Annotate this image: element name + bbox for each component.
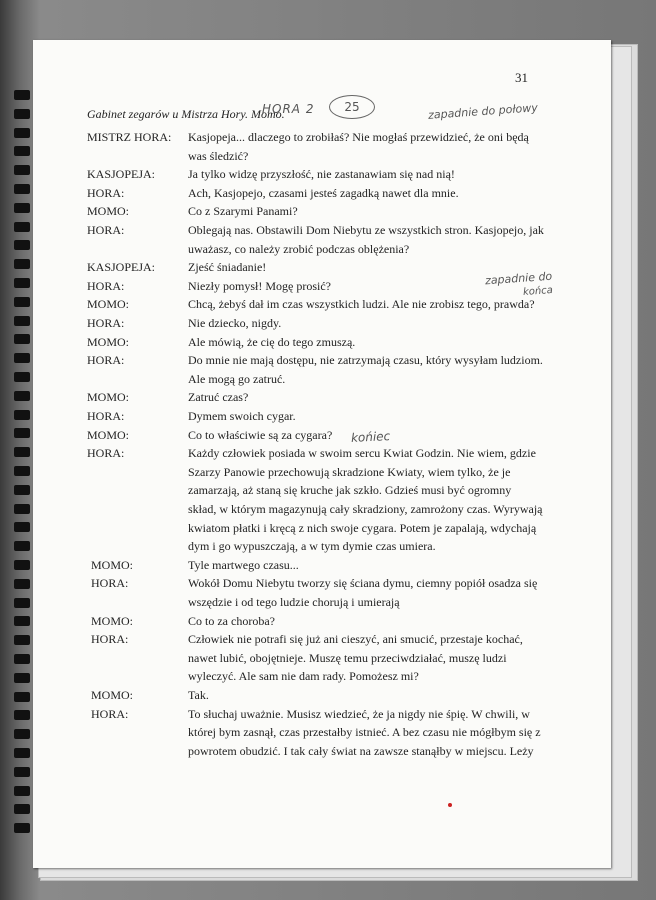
dialogue-line: Chcą, żebyś dał im czas wszystkich ludzi. Ale nie zrobisz tego, prawda? xyxy=(188,297,535,312)
page-number: 31 xyxy=(515,70,528,85)
speaker-label: HORA: xyxy=(87,278,125,293)
dialogue-line: Co z Szarymi Panami? xyxy=(188,204,298,219)
binding-hole xyxy=(14,278,30,288)
dialogue-line: Każdy człowiek posiada w swoim sercu Kwiat Godzin. Nie wiem, gdzie xyxy=(188,446,536,461)
binding-hole xyxy=(14,579,30,589)
binding-hole xyxy=(14,128,30,138)
dialogue-line: Ach, Kasjopejo, czasami jesteś zagadką nawet dla mnie. xyxy=(188,185,459,200)
binding-hole xyxy=(14,372,30,382)
binding-hole xyxy=(14,823,30,833)
dialogue-line: Nie dziecko, nigdy. xyxy=(188,316,282,330)
binding-hole xyxy=(14,748,30,758)
dialogue-line: której bym zasnął, czas przestałby istnieć. A bez czasu nie mógłbym się z xyxy=(188,725,541,740)
binding-hole xyxy=(14,316,30,326)
dialogue-line: Ja tylko widzę przyszłość, nie zastanawiam się nad nią! xyxy=(188,167,455,182)
binding-hole xyxy=(14,710,30,720)
binding-hole xyxy=(14,767,30,777)
binding-hole xyxy=(14,804,30,814)
binding-hole xyxy=(14,466,30,476)
dialogue-line: To słuchaj uważnie. Musisz wiedzieć, że ja nigdy nie śpię. W chwili, w xyxy=(188,706,530,721)
dialogue-line: Oblegają nas. Obstawili Dom Niebytu ze wszystkich stron. Kasjopejo, jak xyxy=(188,223,544,237)
binding-hole xyxy=(14,353,30,363)
speaker-label: HORA: xyxy=(87,446,125,461)
spiral-binding xyxy=(14,90,30,840)
binding-hole xyxy=(14,522,30,532)
speaker-label: HORA: xyxy=(87,316,125,330)
speaker-label: MOMO: xyxy=(87,204,130,219)
dialogue-line: Człowiek nie potrafi się już ani cieszyć, ani smucić, przestaje kochać, xyxy=(188,632,523,647)
dialogue-line: kwiatom płatki i kręcą z nich swoje cygara. Potem je zapalają, wdychają xyxy=(188,520,537,535)
dialogue-line: uważasz, co należy zrobić podczas oblężenia? xyxy=(188,241,410,256)
speaker-label: MOMO: xyxy=(91,688,134,702)
dialogue-line: Do mnie nie mają dostępu, nie zatrzymają czasu, który wysyłam ludziom. xyxy=(188,353,543,368)
speaker-label: MOMO: xyxy=(91,613,134,628)
speaker-label: HORA: xyxy=(87,409,125,423)
speaker-label: HORA: xyxy=(87,185,125,200)
speaker-label: MOMO: xyxy=(91,557,134,572)
binding-hole xyxy=(14,504,30,514)
dialogue-line: wyleczyć. Ale sam nie dam rady. Pomożesz mi? xyxy=(188,669,419,684)
document-page xyxy=(33,40,611,868)
dialogue-line: Dymem swoich cygar. xyxy=(188,409,296,423)
binding-hole xyxy=(14,222,30,232)
handwritten-note-koniec: końiec xyxy=(350,428,391,446)
dialogue-line: Zatruć czas? xyxy=(188,390,249,405)
dialogue-line: Ale mówią, że cię do tego zmuszą. xyxy=(188,334,356,349)
binding-hole xyxy=(14,729,30,739)
binding-hole xyxy=(14,259,30,269)
binding-hole xyxy=(14,165,30,175)
dialogue-line: Co to właściwie są za cygara? xyxy=(188,427,333,442)
dialogue-line: Kasjopeja... dlaczego to zrobiłaś? Nie mogłaś przewidzieć, że oni będą xyxy=(188,130,529,144)
speaker-label: HORA: xyxy=(87,353,125,368)
handwritten-note-top-right: zapadnie do połowy xyxy=(427,101,539,122)
dialogue-line: nawet lubić, obojętnieje. Muszę temu przeciwdziałać, muszę ludzi xyxy=(188,650,507,665)
binding-hole xyxy=(14,541,30,551)
handwritten-note-right-1: zapadnie do xyxy=(484,269,553,288)
binding-hole xyxy=(14,90,30,100)
dialogue-line: Wokół Domu Niebytu tworzy się ściana dymu, ciemny popiół osadza się xyxy=(188,576,538,591)
dialogue-line: skład, w którym magazynują cały skradziony, zamrożony czas. Wyrywają xyxy=(188,502,543,516)
speaker-label: HORA: xyxy=(91,632,129,647)
speaker-label: MOMO: xyxy=(87,297,130,312)
handwritten-hora-note: HORA 2 xyxy=(262,102,315,116)
dialogue-line: Tak. xyxy=(188,688,209,702)
speaker-label: KASJOPEJA: xyxy=(87,260,156,275)
dialogue-line: Co to za choroba? xyxy=(188,613,275,628)
speaker-label: HORA: xyxy=(91,576,129,591)
binding-hole xyxy=(14,485,30,495)
scene-heading: Gabinet zegarów u Mistrza Hory. Momo. xyxy=(87,107,285,121)
binding-hole xyxy=(14,692,30,702)
dialogue-line: wszędzie i od tego ludzie chorują i umierają xyxy=(188,595,400,609)
binding-hole xyxy=(14,428,30,438)
binding-hole xyxy=(14,391,30,401)
handwritten-note-right-2: końca xyxy=(522,284,554,299)
binding-hole xyxy=(14,560,30,570)
speaker-label: MOMO: xyxy=(87,334,130,349)
dialogue-line: Zjeść śniadanie! xyxy=(188,260,267,275)
binding-hole xyxy=(14,447,30,457)
binding-hole xyxy=(14,635,30,645)
binding-hole xyxy=(14,410,30,420)
dialogue-line: was śledzić? xyxy=(188,148,249,163)
handwritten-circled-number: 25 xyxy=(329,95,375,119)
dialogue-line: Ale mogą go zatruć. xyxy=(188,371,286,386)
speaker-label: MISTRZ HORA: xyxy=(87,130,172,144)
dialogue-line: powrotem obudzić. I tak cały świat na zawsze stanąłby w miejscu. Leży xyxy=(188,743,534,758)
dialogue-line: Niezły pomysł! Mogę prosić? xyxy=(188,278,331,293)
speaker-label: HORA: xyxy=(91,706,129,721)
speaker-label: HORA: xyxy=(87,223,125,237)
binding-hole xyxy=(14,598,30,608)
dialogue-line: Szarzy Panowie przechowują skradzione Kwiaty, wiem tylko, że je xyxy=(188,464,511,479)
dialogue-line: Tyle martwego czasu... xyxy=(188,557,299,572)
speaker-label: MOMO: xyxy=(87,390,130,405)
binding-hole xyxy=(14,654,30,664)
binding-hole xyxy=(14,786,30,796)
binding-hole xyxy=(14,334,30,344)
speaker-label: KASJOPEJA: xyxy=(87,167,156,182)
red-ink-dot xyxy=(448,803,452,807)
speaker-label: MOMO: xyxy=(87,427,130,442)
binding-hole xyxy=(14,146,30,156)
dialogue-line: dym i go wypuszczają, a w tym dymie czas umiera. xyxy=(188,539,436,554)
binding-hole xyxy=(14,109,30,119)
binding-hole xyxy=(14,673,30,683)
binding-hole xyxy=(14,184,30,194)
binding-hole xyxy=(14,297,30,307)
binding-hole xyxy=(14,203,30,213)
binding-hole xyxy=(14,616,30,626)
dialogue-line: zamarzają, aż staną się kruche jak szkło. Gdzieś musi być ogromny xyxy=(188,483,512,498)
binding-hole xyxy=(14,240,30,250)
